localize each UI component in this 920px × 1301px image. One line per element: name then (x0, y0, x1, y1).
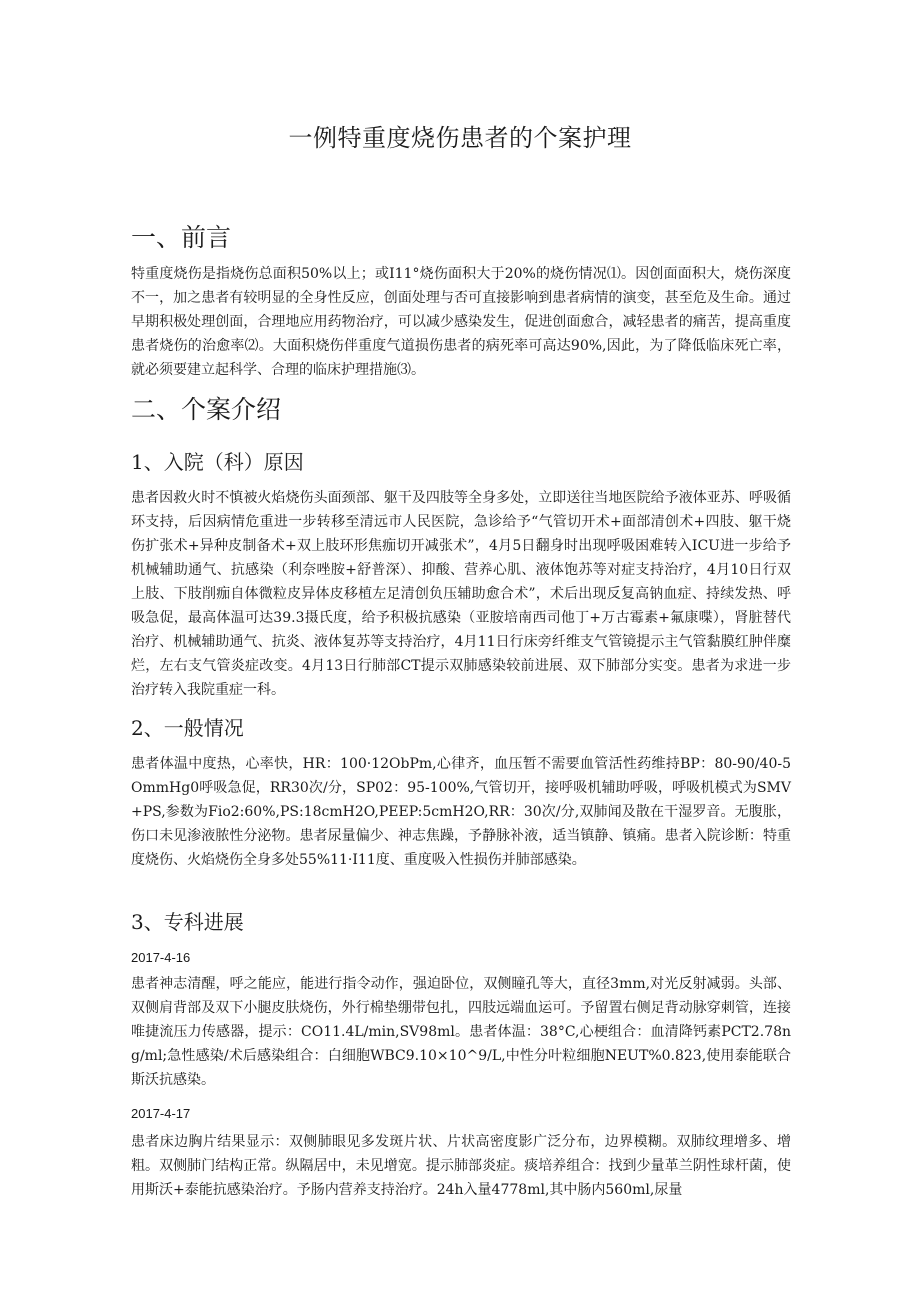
progress-paragraph: 患者神志清醒，呼之能应，能进行指令动作，强迫卧位，双侧瞳孔等大，直径3mm,对光反射减弱。头部、双侧肩背部及双下小腿皮肤烧伤，外行棉垫绷带包扎，四肢远端血运可。予留置右侧足背动脉穿刺管，连接唯捷流压力传感器，提示：CO11.4L∕min,SV98ml。患者体温：38°C,心梗组合：血清降钙素PCT2.78ng∕ml;急性感染/术后感染组合：白细胞WBC9.10×10^9/L,中性分叶粒细胞NEUT%0.823,使用泰能联合斯沃抗感染。 (131, 976, 791, 1088)
heading-general-condition: 2、一般情况 (131, 716, 244, 740)
heading-specialty-progress: 3、专科进展 (131, 910, 244, 934)
progress-date: 2017-4-16 (131, 950, 191, 965)
heading-case-intro: 二、个案介绍 (131, 395, 282, 424)
progress-date: 2017-4-17 (131, 1106, 191, 1121)
heading-preface: 一、前言 (131, 223, 232, 252)
paragraph-admission-reason: 患者因救火时不慎被火焰烧伤头面颈部、躯干及四肢等全身多处，立即送往当地医院给予液体亚苏、呼吸循环支持，后因病情危重进一步转移至清远市人民医院，急诊给予“气管切开术+面部清创术+四肢、躯干烧伤扩张术+异种皮制备术+双上肢环形焦痂切开减张术”，4月5日翻身时出现呼吸困难转入ICU进一步给予机械辅助通气、抗感染（利奈唑胺+舒普深）、抑酸、营养心肌、液体饱苏等对症支持治疗，4月10日行双上肢、下肢削痂自体微粒皮异体皮移植左足清创负压辅助愈合术”，术后出现反复高钠血症、持续发热、呼吸急促，最高体温可达39.3摄氏度，给予积极抗感染（亚胺培南西司他丁+万古霉素+氟康喋），肾脏替代治疗、机械辅助通气、抗炎、液体复苏等支持治疗，4月11日行床旁纤维支气管镜提示主气管黏膜红肿伴糜烂，左右支气管炎症改变。4月13日行肺部CT提示双肺感染较前进展、双下肺部分实变。患者为求进一步治疗转入我院重症一科。 (131, 490, 791, 698)
paragraph-general-condition: 患者体温中度热，心率快，HR：100·12ObPm,心律齐，血压暂不需要血管活性药维持BP：80-90/40-5OmmHg0呼吸急促，RR30次/分，SP02：95-100%,气管切开，接呼吸机辅助呼吸，呼吸机模式为SMV+PS,参数为Fio2:60%,PS:18cmH2O,PEEP:5cmH2O,RR：30次/分,双肺闻及散在干湿罗音。无腹胀，伤口未见渗液脓性分泌物。患者尿量偏少、神志焦躁，予静脉补液，适当镇静、镇痛。患者入院诊断：特重度烧伤、火焰烧伤全身多处55%11·I11度、重度吸入性损伤并肺部感染。 (131, 756, 791, 868)
heading-admission-reason: 1、入院（科）原因 (131, 450, 304, 474)
document-title: 一例特重度烧伤患者的个案护理 (288, 124, 632, 152)
paragraph-preface: 特重度烧伤是指烧伤总面积50%以上；或I11°烧伤面积大于20%的烧伤情况⑴。因创面面积大，烧伤深度不一，加之患者有较明显的全身性反应，创面处理与否可直接影响到患者病情的演变，甚至危及生命。通过早期积极处理创面，合理地应用药物治疗，可以减少感染发生，促进创面愈合，减轻患者的痛苦，提高重度患者烧伤的治愈率⑵。大面积烧伤伴重度气道损伤患者的病死率可高达90%,因此，为了降低临床死亡率，就必须要建立起科学、合理的临床护理措施⑶。 (131, 266, 791, 378)
progress-paragraph: 患者床边胸片结果显示：双侧肺眼见多发斑片状、片状高密度影广泛分布，边界模糊。双肺纹理增多、增粗。双侧肺门结构正常。纵隔居中，未见增宽。提示肺部炎症。痰培养组合：找到少量革兰阴性球杆菌，使用斯沃+泰能抗感染治疗。予肠内营养支持治疗。24h入量4778ml,其中肠内560ml,尿量 (131, 1134, 791, 1198)
